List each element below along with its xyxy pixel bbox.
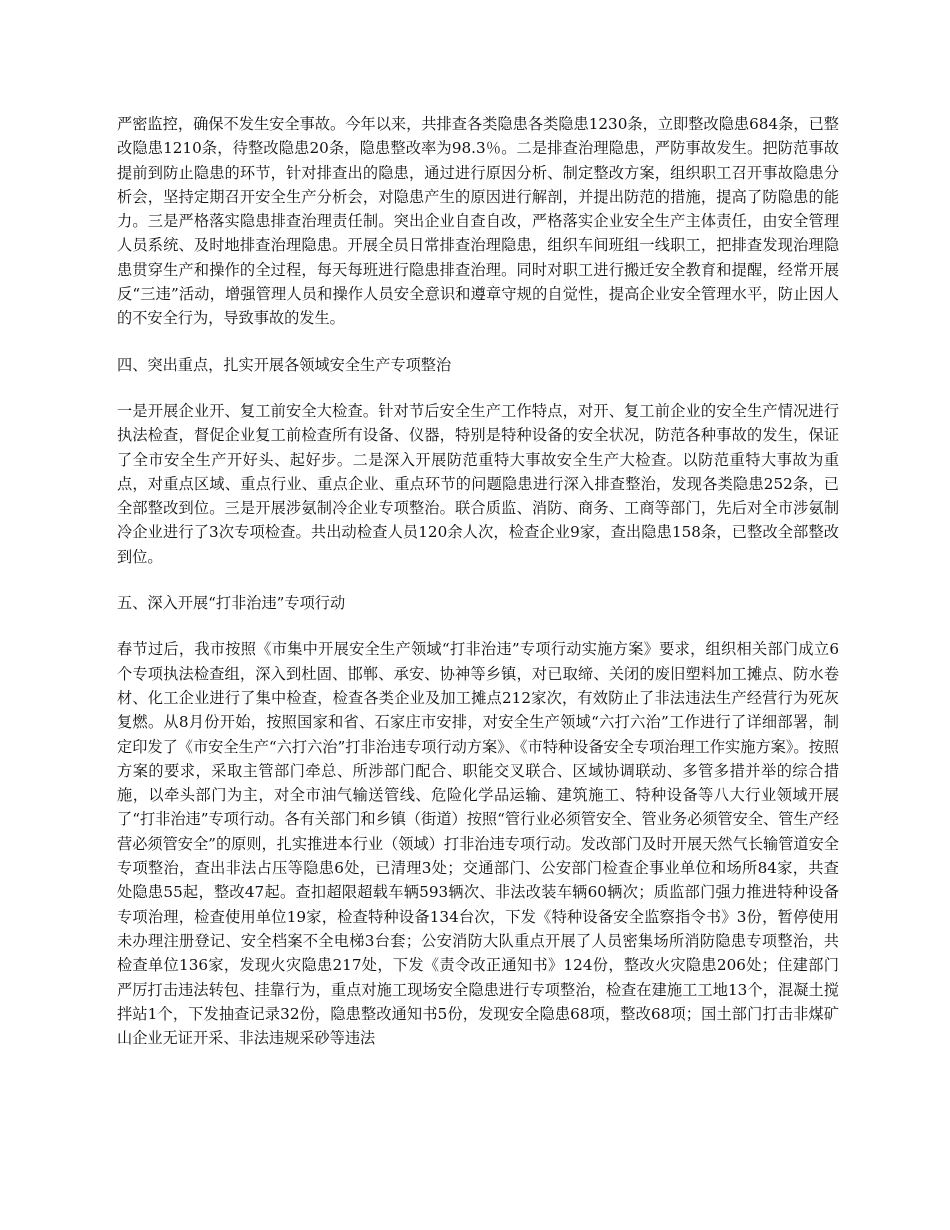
document-page — [117, 112, 839, 1050]
section-heading-5: 五、深入开展“打非治违”专项行动 — [117, 594, 346, 613]
paragraph-crackdown-action: 春节过后，我市按照《市集中开展安全生产领域“打非治违”专项行动实施方案》要求，组织相关部门成立6个专项执法检查组，深入到杜固、邯郸、承安、协神等乡镇，对已取缔、关闭的废旧塑料加工摊点、防水卷材、化工企业进行了集中检查，检查各类企业及加工摊点212家次，有效防止了非法违法生产经营行为死灰复燃。从8月份开始，按照国家和省、石家庄市安排，对安全生产领域“六打六治”工作进行了详细部署，制定印发了《市安全生产“六打六治”打非治违专项行动方案》、《市特种设备安全专项治理工作实施方案》。按照方案的要求，采取主管部门牵总、所涉部门配合、职能交叉联合、区域协调联动、多管多措并举的综合措施，以牵头部门为主，对全市油气输送管线、危险化学品运输、建筑施工、特种设备等八大行业领域开展了“打非治违”专项行动。各有关部门和乡镇（街道）按照“管行业必须管安全、管业务必须管安全、管生产经营必须管安全”的原则，扎实推进本行业（领域）打非治违专项行动。发改部门及时开展天然气长输管道安全专项整治，查出非法占压等隐患6处，已清理3处；交通部门、公安部门检查企事业单位和场所84家，共查处隐患55起，整改47起。查扣超限超载车辆593辆次、非法改装车辆60辆次；质监部门强力推进特种设备专项治理，检查使用单位19家，检查特种设备134台次，下发《特种设备安全监察指令书》3份，暂停使用未办理注册登记、安全档案不全电梯3台套；公安消防大队重点开展了人员密集场所消防隐患专项整治，共检查单位136家，发现火灾隐患217处，下发《责令改正通知书》124份，整改火灾隐患206处；住建部门严厉打击违法转包、挂靠行为，重点对施工现场安全隐患进行专项整治，检查在建施工工地13个，混凝土搅拌站1个，下发抽查记录32份，隐患整改通知书5份，发现安全隐患68项，整改68项；国土部门打击非煤矿山企业无证开采、非法违规采砂等违法 — [117, 640, 839, 1048]
section-heading-4: 四、突出重点，扎实开展各领域安全生产专项整治 — [117, 355, 452, 374]
paragraph-hazard-inspection: 严密监控，确保不发生安全事故。今年以来，共排查各类隐患各类隐患1230条，立即整改隐患684条，已整改隐患1210条，待整改隐患20条，隐患整改率为98.3％。二是排查治理隐患，严防事故发生。把防范事故提前到防止隐患的环节，针对排查出的隐患，通过进行原因分析、制定整改方案，组织职工召开事故隐患分析会，坚持定期召开安全生产分析会，对隐患产生的原因进行解剖，并提出防范的措施，提高了防隐患的能力。三是严格落实隐患排查治理责任制。突出企业自查自改，严格落实企业安全生产主体责任，由安全管理人员系统、及时地排查治理隐患。开展全员日常排查治理隐患，组织车间班组一线职工，把排查发现治理隐患贯穿生产和操作的全过程，每天每班进行隐患排查治理。同时对职工进行搬迁安全教育和提醒，经常开展反“三违”活动，增强管理人员和操作人员安全意识和遵章守规的自觉性，提高企业安全管理水平，防止因人的不安全行为，导致事故的发生。 — [117, 115, 839, 328]
paragraph-special-rectification: 一是开展企业开、复工前安全大检查。针对节后安全生产工作特点，对开、复工前企业的安全生产情况进行执法检查，督促企业复工前检查所有设备、仪器，特别是特种设备的安全状况，防范各种事故的发生，保证了全市安全生产开好头、起好步。二是深入开展防范重特大事故安全生产大检查。以防范重特大事故为重点，对重点区域、重点行业、重点企业、重点环节的问题隐患进行深入排查整治，发现各类隐患252条，已全部整改到位。三是开展涉氨制冷企业专项整治。联合质监、消防、商务、工商等部门，先后对全市涉氨制冷企业进行了3次专项检查。共出动检查人员120余人次，检查企业9家，查出隐患158条，已整改全部整改到位。 — [117, 401, 839, 566]
